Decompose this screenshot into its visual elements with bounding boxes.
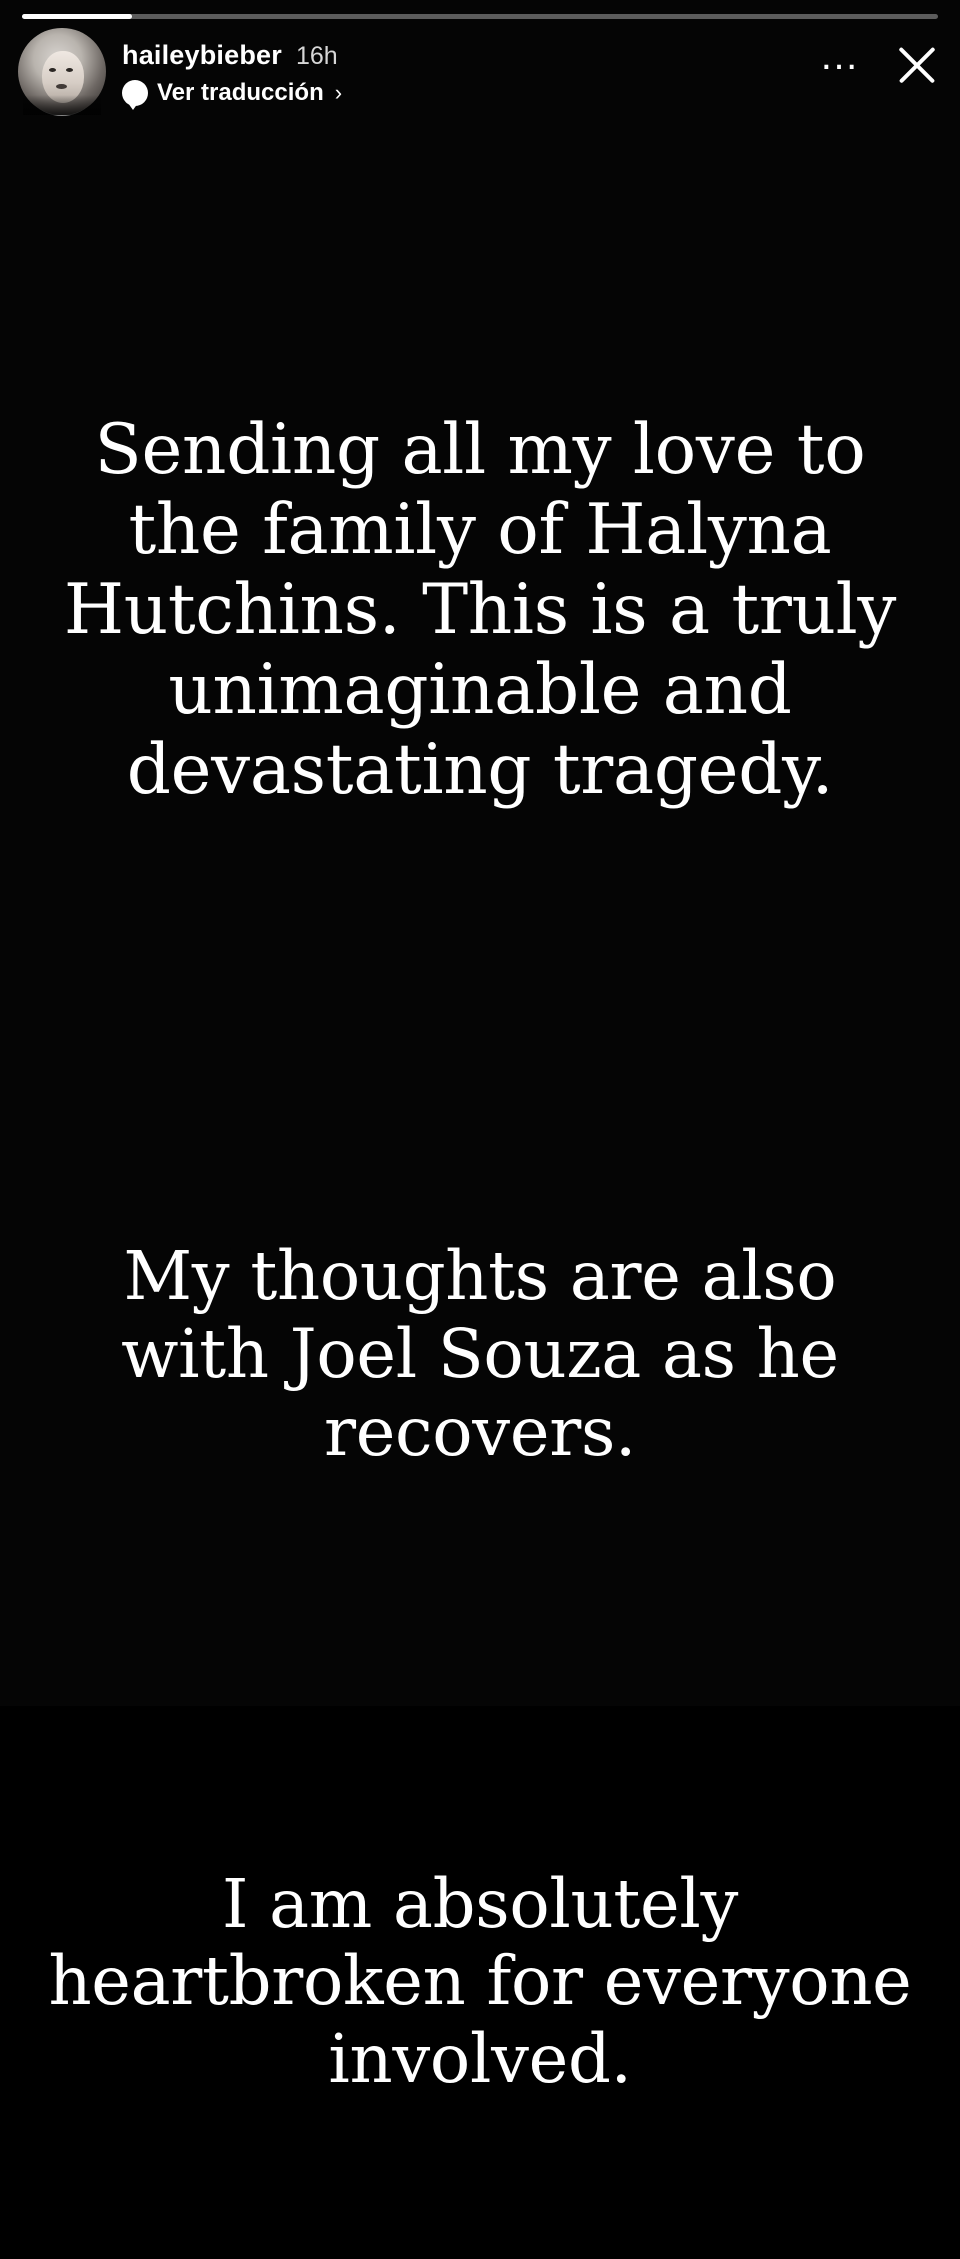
- paragraph-spacer: [46, 970, 914, 1078]
- avatar-eye-right: [66, 68, 73, 72]
- progress-track[interactable]: [22, 14, 938, 19]
- story-meta: [122, 36, 342, 107]
- story-paragraph-2: My thoughts are also with Joel Souza as he recovers.: [121, 1237, 860, 1471]
- header-actions: [819, 36, 940, 88]
- story-paragraph-1: Sending all my love to the family of Halyna Hutchins. This is a truly unimaginable and devastating tragedy.: [63, 410, 918, 811]
- see-translation-label: Ver traducción: [157, 79, 324, 106]
- translate-icon: [122, 80, 148, 106]
- story-text: [46, 250, 933, 2259]
- story-progress-bar: [22, 14, 938, 19]
- story-meta-primary: [122, 40, 342, 71]
- avatar-eye-left: [49, 68, 56, 72]
- see-translation-button[interactable]: [122, 79, 342, 107]
- chevron-right-icon: ›: [334, 80, 343, 105]
- more-options-icon[interactable]: …: [819, 34, 862, 78]
- story-header: [22, 36, 940, 126]
- avatar-shadow: [23, 95, 101, 115]
- timestamp: 16h: [295, 42, 338, 70]
- avatar[interactable]: [22, 36, 102, 116]
- close-icon[interactable]: [894, 42, 940, 88]
- paragraph-spacer: [46, 1632, 914, 1706]
- story-paragraph-3: I am absolutely heartbroken for everyone involved.: [48, 1864, 933, 2099]
- progress-fill: [22, 14, 132, 19]
- username[interactable]: haileybieber: [122, 40, 282, 70]
